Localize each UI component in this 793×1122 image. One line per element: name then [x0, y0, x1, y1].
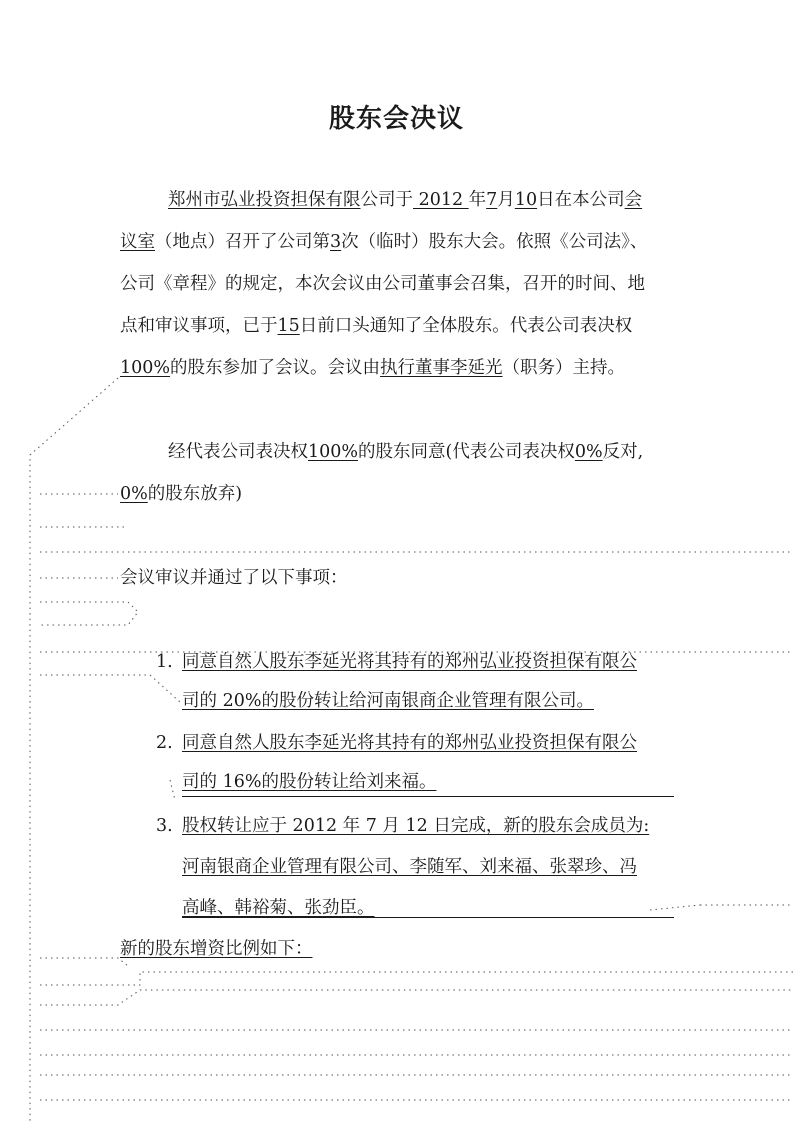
item-2-underline — [182, 796, 674, 797]
oppose-percent: 0% — [574, 442, 603, 462]
paragraph-1-line-4: 点和审议事项，已于15日前口头通知了全体股东。代表公司表决权 — [120, 316, 633, 336]
meeting-month: 7 — [486, 190, 498, 210]
paragraph-1-line-1: 郑州市弘业投资担保有限公司于 2012 年7月10日在本公司会 — [168, 190, 643, 210]
item-3-line-1: 股权转让应于 2012 年 7 月 12 日完成，新的股东会成员为: — [182, 816, 650, 836]
item-3-number: 3. — [156, 816, 173, 836]
paragraph-2-line-1: 经代表公司表决权100%的股东同意(代表公司表决权0%反对, — [168, 442, 644, 462]
meeting-venue: 会 — [624, 190, 643, 210]
paragraph-1-line-3: 公司《章程》的规定，本次会议由公司董事会召集，召开的时间、地 — [120, 274, 645, 294]
resolution-intro: 会议审议并通过了以下事项： — [120, 568, 348, 588]
company-name: 郑州市弘业投资担保有限 — [168, 190, 361, 210]
paragraph-1-line-2: 议室（地点）召开了公司第3次（临时）股东大会。依照《公司法》、 — [120, 232, 648, 252]
session-number: 3 — [330, 232, 342, 252]
document-title: 股东会决议 — [328, 104, 464, 134]
item-2-line-1: 同意自然人股东李延光将其持有的郑州弘业投资担保有限公 — [182, 733, 637, 753]
capital-ratio-heading: 新的股东增资比例如下： — [120, 939, 313, 959]
abstain-percent: 0% — [120, 484, 148, 504]
paragraph-2-line-2: 0%的股东放弃) — [120, 484, 243, 504]
item-3-line-2: 河南银商企业管理有限公司、李随军、刘来福、张翠珍、冯 — [182, 857, 637, 877]
meeting-day: 10 — [514, 190, 538, 210]
meeting-chair: 执行董事李延光 — [380, 358, 503, 378]
attendance-percent: 100% — [120, 358, 171, 378]
item-1-line-2: 司的 20%的股份转让给河南银商企业管理有限公司。 — [182, 691, 594, 711]
item-3-underline — [182, 917, 674, 918]
paragraph-1-line-5: 100%的股东参加了会议。会议由执行董事李延光（职务）主持。 — [120, 358, 626, 378]
item-1-line-1: 同意自然人股东李延光将其持有的郑州弘业投资担保有限公 — [182, 652, 637, 672]
item-2-line-2: 司的 16%的股份转让给刘来福。 — [182, 772, 437, 792]
item-1-number: 1. — [156, 652, 173, 672]
item-3-line-3: 高峰、韩裕菊、张劲臣。 — [182, 898, 375, 918]
notice-days: 15 — [277, 316, 300, 336]
meeting-year: 2012 — [413, 190, 469, 210]
item-2-number: 2. — [156, 733, 173, 753]
agree-percent: 100% — [308, 442, 359, 462]
